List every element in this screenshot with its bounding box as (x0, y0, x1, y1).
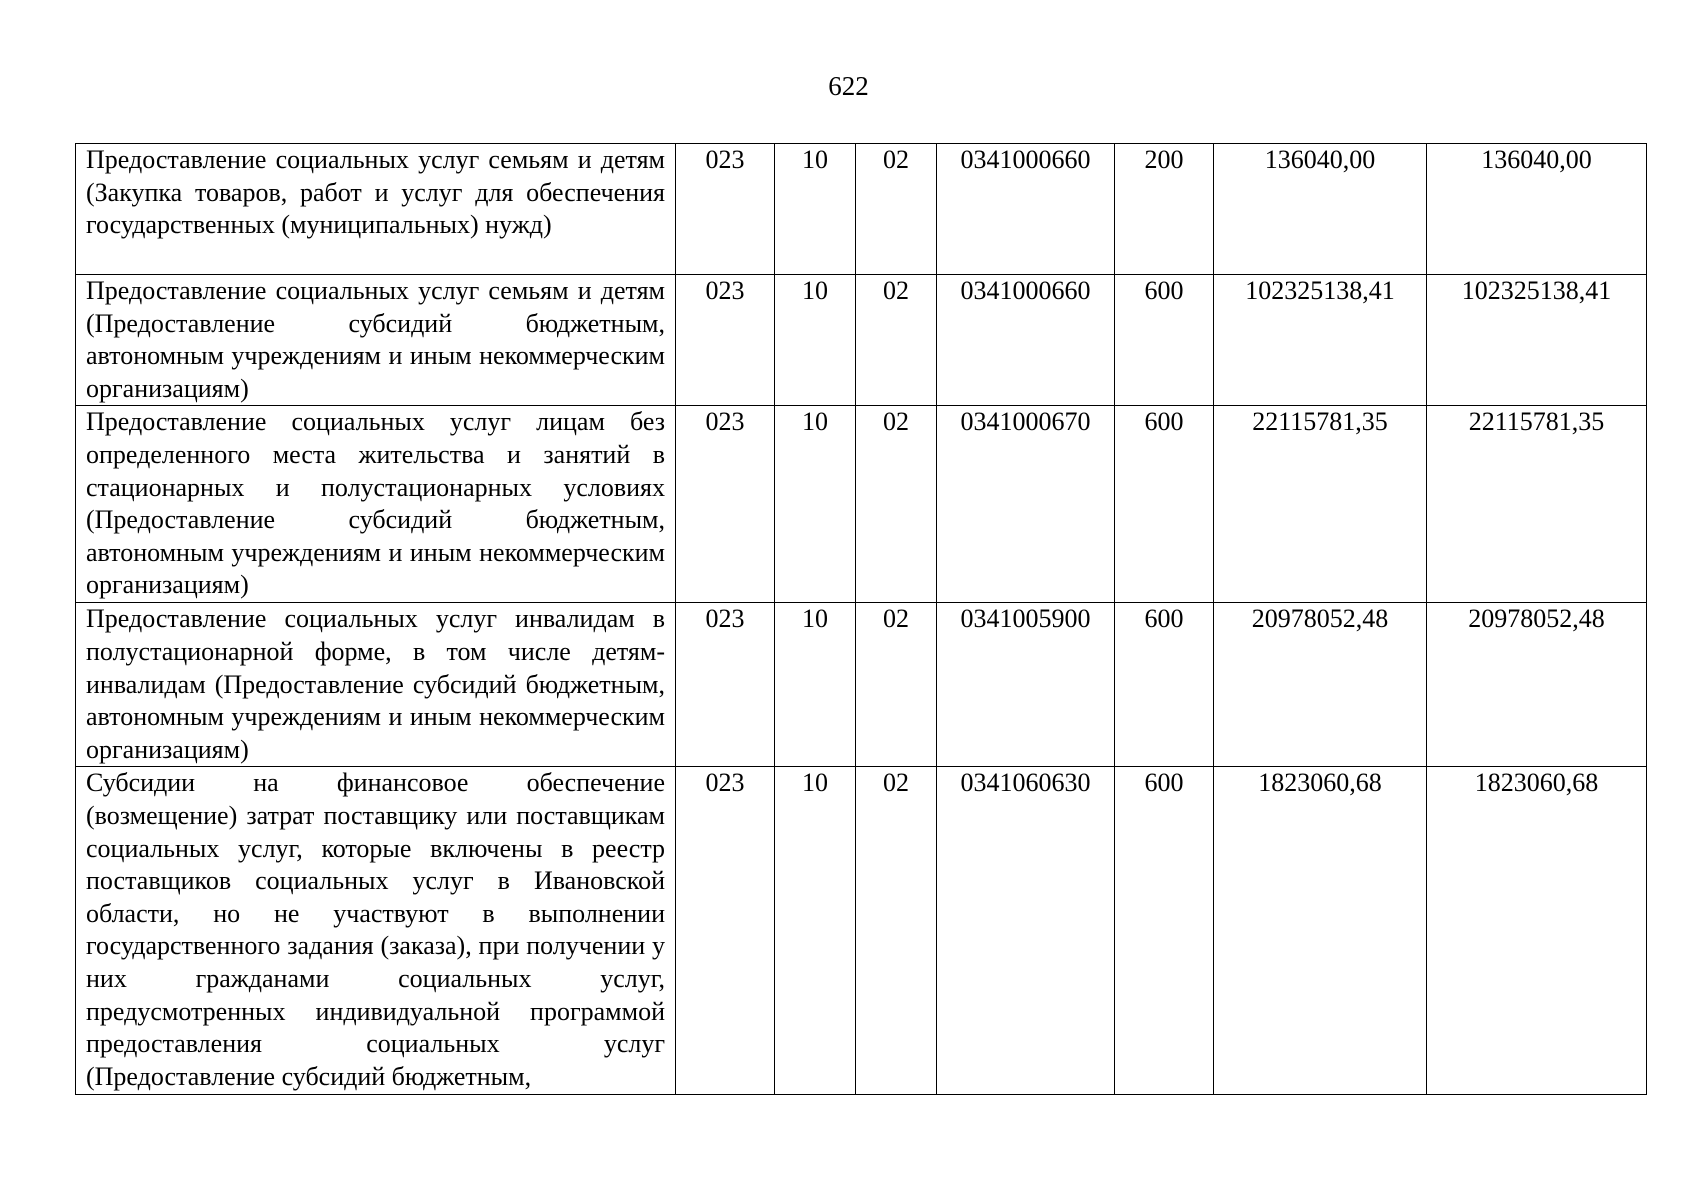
row-description: Предоставление социальных услуг инвалидам в полустационарной форме, в том числе детям-инвалидам (Предоставление субсидий бюджетным, автономным учреждениям и иным некоммерческим организациям) (76, 603, 676, 767)
target-article-code: 0341000660 (937, 275, 1115, 406)
target-article-code: 0341000670 (937, 406, 1115, 603)
amount-first-year: 1823060,68 (1214, 767, 1427, 1095)
ministry-code: 023 (676, 603, 775, 767)
ministry-code: 023 (676, 767, 775, 1095)
table-row (76, 275, 1647, 406)
subsection-code: 02 (856, 406, 937, 603)
amount-first-year: 20978052,48 (1214, 603, 1427, 767)
amount-second-year: 136040,00 (1427, 144, 1647, 275)
ministry-code: 023 (676, 275, 775, 406)
table-row (76, 603, 1647, 767)
section-code: 10 (775, 767, 856, 1095)
section-code: 10 (775, 144, 856, 275)
amount-second-year: 102325138,41 (1427, 275, 1647, 406)
table-row (76, 767, 1647, 1095)
ministry-code: 023 (676, 406, 775, 603)
target-article-code: 0341060630 (937, 767, 1115, 1095)
expense-type-code: 600 (1115, 406, 1214, 603)
table-row (76, 406, 1647, 603)
row-description: Субсидии на финансовое обеспечение (возмещение) затрат поставщику или поставщикам социальных услуг, которые включены в реестр поставщиков социальных услуг в Ивановской области, но не участвуют в выполнении государственного задания (заказа), при получении у них гражданами социальных услуг, предусмотренных индивидуальной программой предоставления социальных услуг (Предоставление субсидий бюджетным, (76, 767, 676, 1095)
target-article-code: 0341005900 (937, 603, 1115, 767)
target-article-code: 0341000660 (937, 144, 1115, 275)
expense-type-code: 600 (1115, 275, 1214, 406)
section-code: 10 (775, 406, 856, 603)
subsection-code: 02 (856, 144, 937, 275)
amount-first-year: 136040,00 (1214, 144, 1427, 275)
amount-first-year: 102325138,41 (1214, 275, 1427, 406)
section-code: 10 (775, 275, 856, 406)
subsection-code: 02 (856, 603, 937, 767)
amount-second-year: 20978052,48 (1427, 603, 1647, 767)
expense-type-code: 600 (1115, 767, 1214, 1095)
amount-first-year: 22115781,35 (1214, 406, 1427, 603)
row-description: Предоставление социальных услуг семьям и детям (Предоставление субсидий бюджетным, автономным учреждениям и иным некоммерческим организациям) (76, 275, 676, 406)
row-description: Предоставление социальных услуг семьям и детям (Закупка товаров, работ и услуг для обеспечения государственных (муниципальных) нужд) (76, 144, 676, 275)
subsection-code: 02 (856, 275, 937, 406)
subsection-code: 02 (856, 767, 937, 1095)
expense-type-code: 200 (1115, 144, 1214, 275)
row-description: Предоставление социальных услуг лицам без определенного места жительства и занятий в стационарных и полустационарных условиях (Предоставление субсидий бюджетным, автономным учреждениям и иным некоммерческим организациям) (76, 406, 676, 603)
amount-second-year: 22115781,35 (1427, 406, 1647, 603)
section-code: 10 (775, 603, 856, 767)
page-number: 622 (828, 71, 869, 101)
table-row (76, 144, 1647, 275)
expense-type-code: 600 (1115, 603, 1214, 767)
budget-table (75, 143, 1647, 1095)
ministry-code: 023 (676, 144, 775, 275)
amount-second-year: 1823060,68 (1427, 767, 1647, 1095)
